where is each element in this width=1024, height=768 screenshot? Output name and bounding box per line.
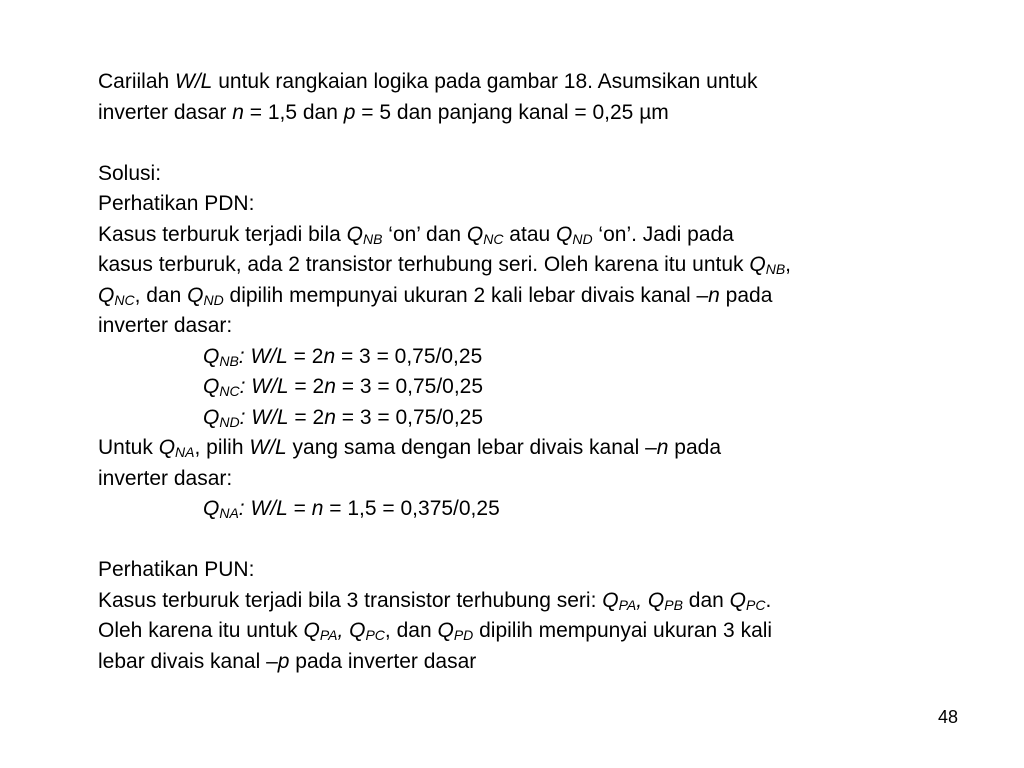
text-run: Oleh karena itu untuk <box>98 619 304 642</box>
slide-content <box>98 67 978 677</box>
transistor-subscript: ND <box>219 413 240 430</box>
problem-statement-line-1 <box>98 67 978 98</box>
wl-variable: : W/L <box>239 405 289 429</box>
text-run: , <box>785 253 791 276</box>
page-number: 48 <box>938 707 959 727</box>
text-run: , dan <box>384 619 438 642</box>
text-run: dan <box>682 588 730 612</box>
text-run: Solusi: <box>98 161 162 185</box>
transistor-symbol: Q <box>647 588 665 612</box>
transistor-subscript: PC <box>746 596 766 613</box>
text-run: kasus terburuk, ada 2 transistor terhubung seri. Oleh karena itu untuk <box>98 253 750 276</box>
text-run: inverter dasar <box>98 100 233 124</box>
transistor-subscript: NB <box>362 230 383 247</box>
pdn-text-line-2 <box>98 250 978 281</box>
transistor-symbol: Q <box>729 588 747 612</box>
n-variable: n <box>324 375 336 398</box>
text-run: inverter dasar: <box>98 314 233 337</box>
transistor-symbol: Q <box>98 283 115 307</box>
transistor-subscript: PA <box>319 627 338 643</box>
transistor-symbol: Q <box>346 222 363 246</box>
equation-qnc <box>98 372 978 403</box>
transistor-symbol: Q <box>203 375 220 398</box>
text-run: Cariilah <box>98 70 176 93</box>
text-run: , <box>337 619 350 642</box>
n-variable: n <box>708 283 720 307</box>
text-run: , pilih <box>194 436 250 459</box>
transistor-symbol: Q <box>349 619 366 642</box>
equation-qnd <box>98 403 978 434</box>
equation-qna <box>98 494 978 525</box>
text-run: Perhatikan PUN: <box>98 558 255 581</box>
transistor-subscript: PD <box>453 627 474 643</box>
n-variable: n <box>656 436 669 459</box>
transistor-symbol: Q <box>203 497 220 520</box>
wl-variable: : W/L <box>238 497 288 520</box>
n-variable: n <box>311 497 324 520</box>
wl-variable: W/L <box>249 436 287 459</box>
transistor-symbol: Q <box>187 283 204 307</box>
transistor-subscript: NB <box>765 261 786 277</box>
pdn-text-line-4 <box>98 311 978 342</box>
text-run: = 2 <box>288 405 325 429</box>
text-run: ‘on’. Jadi pada <box>592 222 734 246</box>
problem-statement-line-2 <box>98 98 978 129</box>
pun-text-line-2 <box>98 616 978 647</box>
transistor-symbol: Q <box>203 344 220 368</box>
transistor-subscript: NA <box>219 505 239 521</box>
text-run: = 2 <box>287 344 324 368</box>
transistor-symbol: Q <box>203 405 220 429</box>
text-run: = 1,5 = 0,375/0,25 <box>323 497 500 520</box>
transistor-subscript: ND <box>203 291 224 308</box>
solution-heading <box>98 159 978 190</box>
equation-qnb <box>98 342 978 373</box>
text-run: Kasus terburuk terjadi bila <box>98 222 347 246</box>
text-run: untuk rangkaian logika pada gambar 18. Asumsikan untuk <box>212 70 758 93</box>
blank-line <box>98 128 978 159</box>
text-run: ‘on’ dan <box>382 222 467 246</box>
pun-heading <box>98 555 978 586</box>
text-run: pada <box>719 283 773 307</box>
transistor-symbol: Q <box>602 588 619 612</box>
n-variable: n <box>324 405 336 429</box>
wl-variable: : W/L <box>239 375 289 398</box>
pdn-text-line-1 <box>98 220 978 251</box>
qna-text-line-1 <box>98 433 978 464</box>
text-run: = 3 = 0,75/0,25 <box>335 375 484 398</box>
pdn-text-line-3 <box>98 281 978 312</box>
transistor-subscript: ND <box>572 230 593 247</box>
text-run: = 2 <box>288 375 325 398</box>
transistor-subscript: PB <box>664 596 683 613</box>
text-run: = <box>287 497 312 520</box>
pun-text-line-3 <box>98 647 978 678</box>
p-variable: p <box>277 649 290 673</box>
text-run: , dan <box>134 283 188 307</box>
transistor-symbol: Q <box>158 436 176 459</box>
transistor-symbol: Q <box>749 253 766 276</box>
text-run: Kasus terburuk terjadi bila 3 transistor terhubung seri: <box>98 588 603 612</box>
text-run: lebar divais kanal – <box>98 649 278 673</box>
text-run: = 1,5 dan <box>243 100 344 124</box>
transistor-subscript: PA <box>618 596 637 613</box>
transistor-symbol: Q <box>437 619 454 642</box>
qna-text-line-2 <box>98 464 978 495</box>
text-run: Perhatikan PDN: <box>98 192 255 215</box>
text-run: , <box>636 588 648 612</box>
text-run: inverter dasar: <box>98 466 233 490</box>
transistor-subscript: NC <box>114 291 135 308</box>
text-run: atau <box>503 222 557 246</box>
wl-variable: : W/L <box>238 344 288 368</box>
text-run: dipilih mempunyai ukuran 2 kali lebar divais kanal – <box>223 283 709 307</box>
text-run: = 3 = 0,75/0,25 <box>335 405 484 429</box>
transistor-symbol: Q <box>303 619 320 642</box>
p-variable: p <box>343 100 356 124</box>
transistor-subscript: NC <box>483 230 504 247</box>
text-run: dipilih mempunyai ukuran 3 kali <box>473 619 773 642</box>
n-variable: n <box>323 344 336 368</box>
transistor-subscript: NC <box>219 383 240 399</box>
n-variable: n <box>232 100 244 124</box>
transistor-subscript: PC <box>365 627 385 643</box>
transistor-symbol: Q <box>466 222 484 246</box>
blank-line <box>98 525 978 556</box>
text-run: . <box>765 588 772 612</box>
text-run: = 3 = 0,75/0,25 <box>335 344 483 368</box>
pun-text-line-1 <box>98 586 978 617</box>
text-run: yang sama dengan lebar divais kanal – <box>286 436 657 459</box>
transistor-subscript: NA <box>175 444 195 460</box>
pdn-heading <box>98 189 978 220</box>
text-run: = 5 dan panjang kanal = 0,25 µm <box>355 100 669 124</box>
text-run: pada inverter dasar <box>289 649 477 673</box>
text-run: Untuk <box>98 436 159 459</box>
text-run: pada <box>668 436 722 459</box>
transistor-symbol: Q <box>556 222 573 246</box>
wl-variable: W/L <box>175 70 213 93</box>
transistor-subscript: NB <box>219 352 239 369</box>
